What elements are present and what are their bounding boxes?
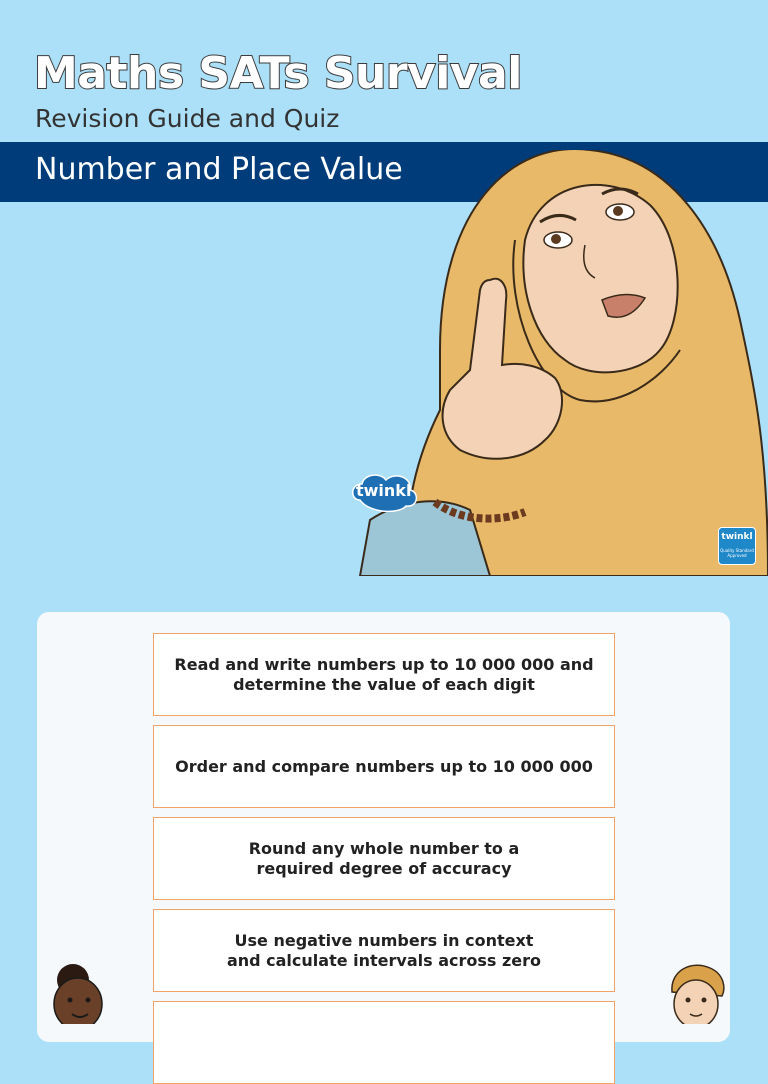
boy-avatar-icon <box>38 962 113 1024</box>
objective-card: Order and compare numbers up to 10 000 000 <box>153 725 615 808</box>
quality-badge-icon <box>718 527 756 565</box>
objective-card: Read and write numbers up to 10 000 000 and determine the value of each digit <box>153 633 615 716</box>
topic-banner-label: Number and Place Value <box>35 152 403 187</box>
quality-badge-label: twinkl <box>721 532 753 542</box>
quality-badge-sublabel: Quality Standard Approved <box>720 548 754 558</box>
page-subtitle: Revision Guide and Quiz <box>35 104 340 133</box>
objective-card <box>153 1001 615 1084</box>
girl-avatar-icon <box>662 962 730 1024</box>
girl-illustration <box>340 150 768 576</box>
objective-card: Round any whole number to a required degree of accuracy <box>153 817 615 900</box>
page-title: Maths SATs Survival <box>34 48 522 99</box>
objective-card: Use negative numbers in context and calculate intervals across zero <box>153 909 615 992</box>
twinkl-logo-label: twinkl <box>356 481 412 500</box>
